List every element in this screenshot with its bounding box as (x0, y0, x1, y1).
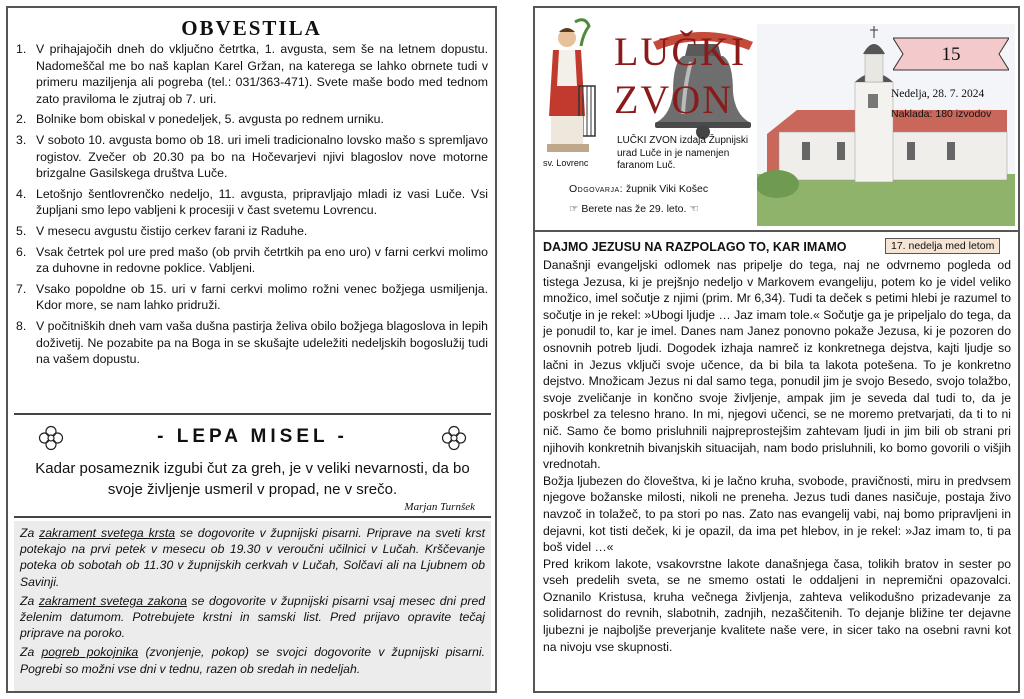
notices-title: OBVESTILA (181, 16, 322, 40)
issue-number: 15 (941, 44, 961, 65)
list-item: 8. V počitniških dneh vam vaša dušna pastirja želiva obilo božjega blagoslova in lepih doživetij. Ne pozabite pa na Boga in se skušajte udeležiti nedeljskih bogoslužij tudi na vašem dopustu. (16, 318, 488, 367)
marriage-info: Za zakrament svetega zakona se dogovorite v župnijski pisarni vsaj mesec dni pred želenim datumom. Potrebujete krstni in samski list. Pred prijavo opravite tečaj priprave na poroko. (20, 593, 486, 641)
pointing-hand-icon: ☞ (569, 203, 579, 215)
left-page (6, 6, 497, 693)
print-run: Naklada: 180 izvodov (891, 108, 992, 120)
list-item: 7. Vsako popoldne ob 15. uri v farni cerkvi molimo rožni venec božjega usmiljenja. Kdor more, se nam lahko pridruži. (16, 281, 488, 313)
list-item: 1. V prihajajočih dneh do vključno četrtka, 1. avgusta, sem še na letnem dopustu. Nadomeščal me bo naš kaplan Karel Gržan, na katerega se lahko obrnete tudi v primeru maziljenja ali pogreba (tel.: 031/363-471). Svete maše bodo med tednom zato praviloma le zjutraj ob 7. uri. (16, 42, 488, 106)
issue-date: Nedelja, 28. 7. 2024 (891, 88, 985, 100)
pointing-hand-icon: ☜ (689, 203, 699, 215)
responsible-editor: Odgovarja: župnik Viki Košec (569, 183, 709, 195)
masthead-title-lucki: LUČKI (614, 29, 747, 74)
article-paragraph: Božja ljubezen do človeštva, ki je lačno kruha, svobode, pravičnosti, miru in predvsem njegove božanske milosti, nikoli ne preneha. Jezus tudi danes nasičuje, postaja živo navzoč in tolažeč, to pa stori po nas. Zato nas evangelij vabi, naj bomo pripravljeni in dejavni, kot tisti deček, ki je opazil, da ima pet hlebov, in je rekel: »Jaz imam to, ti pa boš videl …« (543, 473, 1011, 555)
masthead-title-zvon: ZVON (614, 77, 734, 122)
baptism-info: Za zakrament svetega krsta se dogovorite v župnijski pisarni. Priprave na sveti krst potekajo na prvi petek v mesecu ob 19.30 v veroučni učilnici v Lučah. Krščevanje poteka ob sobotah ob 11.30 v župnijskih cerkvah v Lučah, Solčavi ali na Ljubnem ob Savinji. (20, 526, 486, 589)
lepa-misel-quote: Kadar posameznik izgubi čut za greh, je v veliki nevarnosti, da bo svoje življenje usmeril v propad, ne v srečo. (35, 460, 470, 498)
years-published: ☞ Berete nas že 29. leto. ☜ (569, 203, 699, 215)
saint-lovrenc-image (545, 16, 600, 156)
lepa-misel-box (14, 413, 491, 518)
saint-caption: sv. Lovrenc (543, 158, 589, 168)
article-body (543, 257, 1011, 655)
list-item: 2. Bolnike bom obiskal v ponedeljek, 5. avgusta po rednem urniku. (16, 112, 384, 127)
lepa-misel-title: - LEPA MISEL - (157, 426, 348, 447)
quote-author: Marjan Turnšek (404, 501, 475, 513)
list-item: 3. V soboto 10. avgusta bomo ob 18. uri imeli tradicionalno lovsko mašo s spremljavo rogistov. Zvečer ob 20.30 pa bo na Hočevarjevi njivi blagoslov nove motorne brizgalne Gasilskega društva Luče. (16, 132, 488, 181)
publisher-note: LUČKI ZVON izdaja Župnijski urad Luče in je namenjen faranom Luč. (617, 135, 749, 171)
list-item: 6. Vsak četrtek pol ure pred mašo (ob prvih četrtkih pa eno uro) v farni cerkvi molimo za duhovne in redovne poklice. Vabljeni. (16, 244, 488, 276)
funeral-info: Za pogreb pokojnika (zvonjenje, pokop) se svojci dogovorite v župnijski pisarni. Pogrebi so možni vse dni v tednu, razen ob sredah in nedeljah. (20, 645, 485, 676)
list-item: 5. V mesecu avgustu čistijo cerkev farani iz Raduhe. (16, 223, 308, 238)
sunday-badge: 17. nedelja med letom (885, 238, 1000, 254)
masthead (535, 8, 1018, 232)
right-page (533, 6, 1020, 693)
sacraments-info (14, 521, 491, 691)
article-title: DAJMO JEZUSU NA RAZPOLAGO TO, KAR IMAMO (543, 240, 847, 254)
list-item: 4. Letošnjo šentlovrenčko nedeljo, 11. avgusta, pripravljajo mladi iz vasi Luče. Vsi župljani smo lepo vabljeni k procesiji v čast svetemu Lovrencu. (16, 186, 488, 218)
article-paragraph: Današnji evangeljski odlomek nas pripelje do tega, naj ne odvrnemo pogleda od tistega Jezusa, ki je prejšnjo nedeljo v Markovem evangeliju, potem ko je videl veliko množico, imel sočutje z njimi (prim. Mr 6,34). Tudi ta deček s petimi hlebi je razumel to sočutje in je rekel: »Ubogi ljudje … Jaz imam tole.« Sočutje ga je pripeljalo do tega, da je ponudil to, kar je imel. Danes nam Janez ponovno pokaže Jezusa, ki je pozoren do osnovnih potreb ljudi. Dogodek izhaja namreč iz konkretnega dejstva, kajti ljudje so lačni in Jezus vključi svoje učence, da bi bila ta lakota potešena. To je konkretno dejstvo. Množicam Jezus ni dal samo tega, ponudil jim je svojo Besedo, svojo tolažbo, svoje zveličanje in končno svoje življenje, ampak jim je seveda dal tudi to, da je poskrbel za telesno hrano. In mi, njegovi učenci, se ne moremo pretvarjati, da ti to ni nič. Samo če bomo prisluhnili najpreprostejšim zahtevam ljudi in jim bili ob strani pri njihovih konkretnih bivanjskih situacijah, nam bodo prisluhnili, ko bomo govorili o višjih vrednotah. (543, 258, 1011, 472)
notices-list (16, 41, 488, 372)
article-paragraph: Pred krikom lakote, vsakovrstne lakote današnjega časa, tolikih bratov in sester po vseh predelih sveta, se ne smemo ostati le oddaljeni in nepremični opazovalci. Oznanilo Kristusa, kruha večnega življenja, zahteva velikodušno prizadevanje za solidarnost do revnih, slabotnih, zadnjih, nezaščitenih. To dejanje bližine ter dejavne ljubezni je najboljše preverjanje kvalitete naše vere, in sicer tako na osebni ravni kot na nivoju vse skupnosti. (543, 556, 1011, 654)
